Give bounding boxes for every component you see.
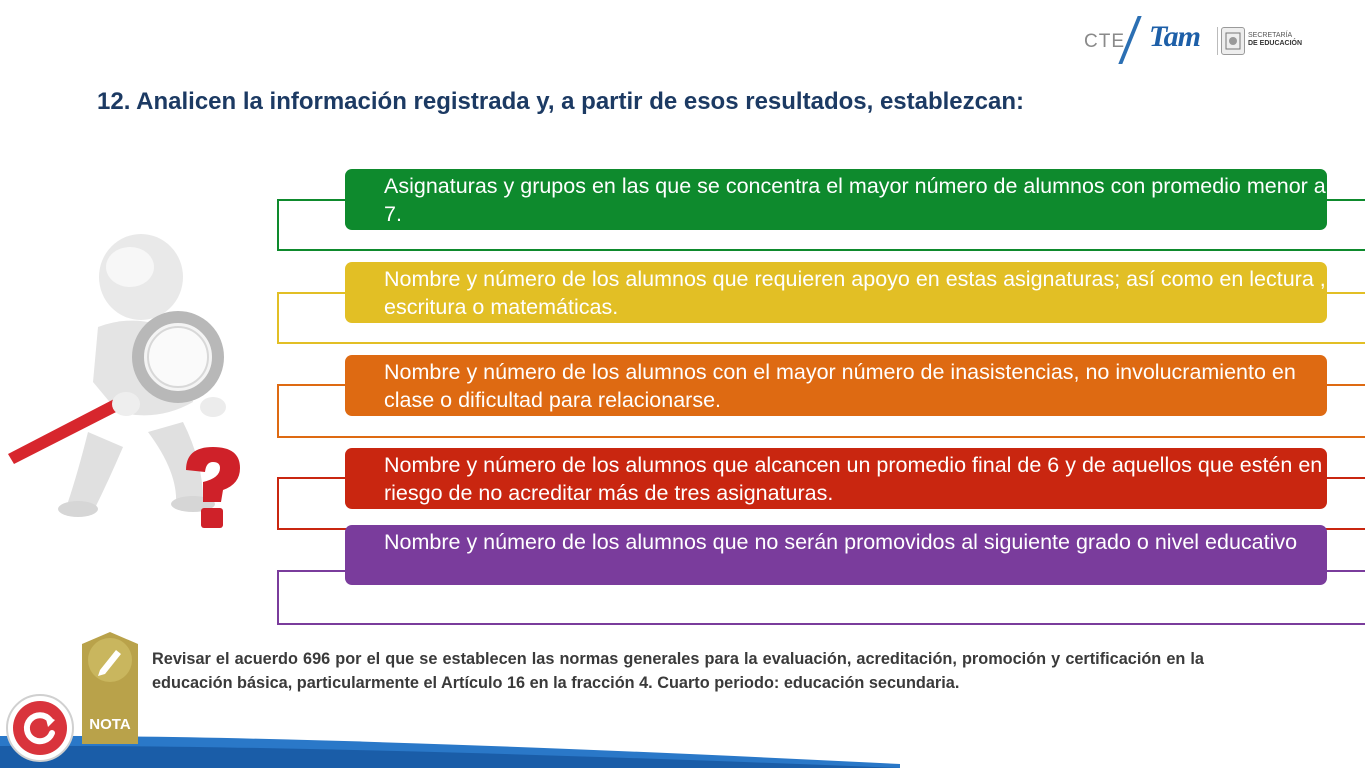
secretaria-line1: SECRETARÍA: [1248, 32, 1293, 39]
item-text-5: Nombre y número de los alumnos que no serán promovidos al siguiente grado o nivel educativo: [384, 530, 1298, 554]
item-bar-5: [345, 525, 1327, 585]
item-bar-3: [345, 355, 1327, 416]
logo-separator: [1217, 27, 1218, 55]
item-bar-4: [345, 448, 1327, 509]
item-text-4: Nombre y número de los alumnos que alcancen un promedio final de 6 y de aquellos que estén en riesgo de no acreditar más de tres asignaturas.: [384, 453, 1323, 505]
note-text: Revisar el acuerdo 696 por el que se establecen las normas generales para la evaluación, acreditación, promoción y certificación en la educación básica, particularmente el Artículo 16 en la fracción 4. Cuarto periodo: educación secundaria.: [152, 650, 1204, 692]
figure-magnifier-illustration: [8, 232, 253, 532]
item-text-2: Nombre y número de los alumnos que requieren apoyo en estas asignaturas; así como en lectura , escritura o matemáticas.: [384, 267, 1326, 319]
page-title: 12. Analicen la información registrada y, a partir de esos resultados, establezcan:: [97, 88, 1024, 115]
state-seal-icon: [1221, 27, 1245, 55]
secretaria-educacion-logo: [1248, 32, 1302, 48]
nota-label: NOTA: [89, 716, 131, 733]
refresh-icon[interactable]: [5, 693, 75, 763]
tamaulipas-logo: Tam: [1149, 20, 1200, 53]
item-bar-1: [345, 169, 1327, 230]
cte-label: CTE: [1084, 31, 1125, 52]
secretaria-line2: DE EDUCACIÓN: [1248, 40, 1303, 47]
item-text-1: Asignaturas y grupos en las que se concentra el mayor número de alumnos con promedio menor a 7.: [384, 174, 1326, 226]
item-text-3: Nombre y número de los alumnos con el mayor número de inasistencias, no involucramiento en clase o dificultad para relacionarse.: [384, 360, 1296, 412]
item-bar-2: [345, 262, 1327, 323]
